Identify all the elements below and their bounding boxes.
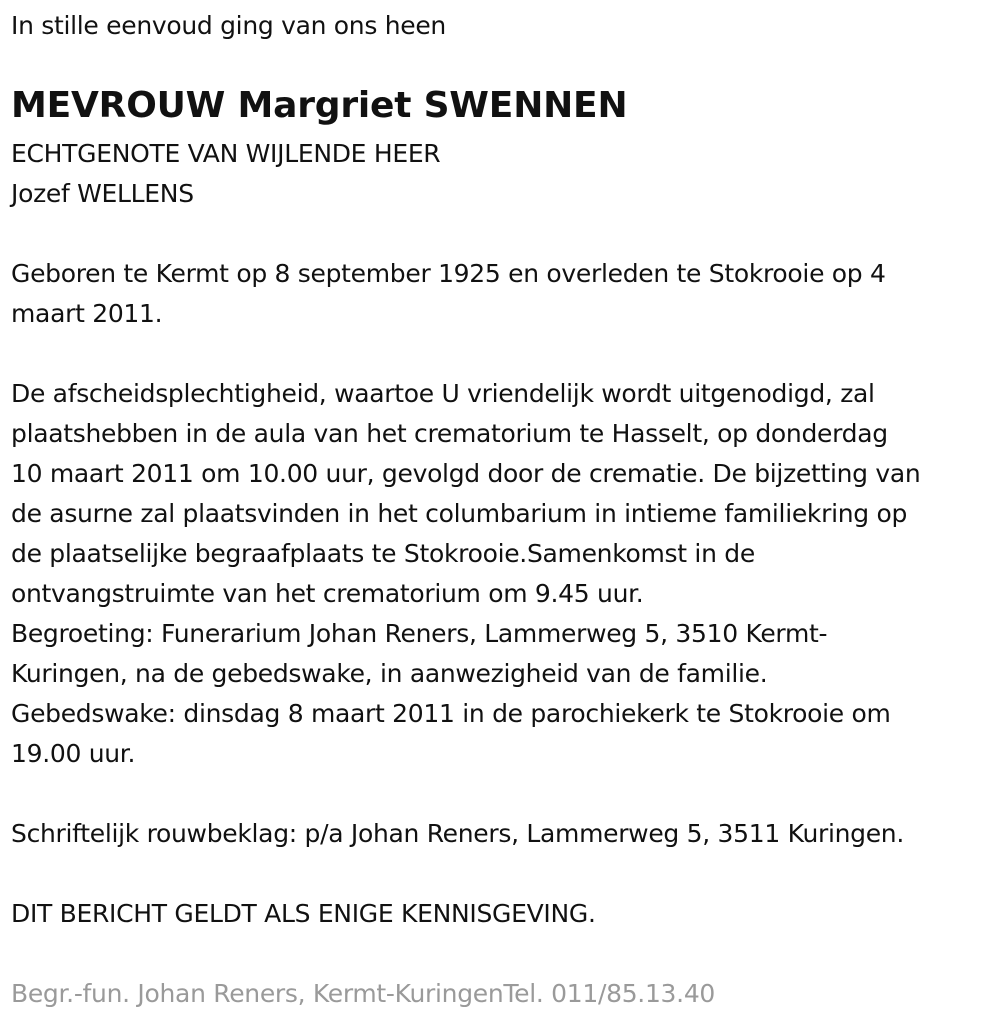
paragraph-line: De afscheidsplechtigheid, waartoe U vriendelijk wordt uitgenodigd, zal [11,379,875,408]
paragraph-line: Geboren te Kermt op 8 september 1925 en overleden te Stokrooie op 4 [11,259,886,288]
paragraph-line: ontvangstruimte van het crematorium om 9.45 uur. [11,579,644,608]
greeting-line: Kuringen, na de gebedswake, in aanwezigheid van de familie. [11,659,768,688]
deceased-name: MEVROUW Margriet SWENNEN [11,85,628,126]
spouse-name: Jozef WELLENS [11,179,194,208]
ceremony-paragraph [11,374,996,774]
paragraph-line: de plaatselijke begraafplaats te Stokrooie.Samenkomst in de [11,539,755,568]
paragraph-line: 10 maart 2011 om 10.00 uur, gevolgd door de crematie. De bijzetting van [11,459,921,488]
intro-text: In stille eenvoud ging van ons heen [11,11,446,40]
prayer-vigil-line: Gebedswake: dinsdag 8 maart 2011 in de parochiekerk te Stokrooie om [11,699,891,728]
spouse-title: ECHTGENOTE VAN WIJLENDE HEER [11,139,441,168]
birth-death-paragraph [11,254,996,334]
paragraph-line: maart 2011. [11,299,163,328]
condolence-address: Schriftelijk rouwbeklag: p/a Johan Reners, Lammerweg 5, 3511 Kuringen. [11,819,905,848]
official-notice: DIT BERICHT GELDT ALS ENIGE KENNISGEVING. [11,899,596,928]
prayer-vigil-line: 19.00 uur. [11,739,136,768]
paragraph-line: de asurne zal plaatsvinden in het columbarium in intieme familiekring op [11,499,908,528]
funeral-home-footer: Begr.-fun. Johan Reners, Kermt-KuringenTel. 011/85.13.40 [11,979,716,1008]
greeting-line: Begroeting: Funerarium Johan Reners, Lammerweg 5, 3510 Kermt- [11,619,828,648]
paragraph-line: plaatshebben in de aula van het crematorium te Hasselt, op donderdag [11,419,888,448]
